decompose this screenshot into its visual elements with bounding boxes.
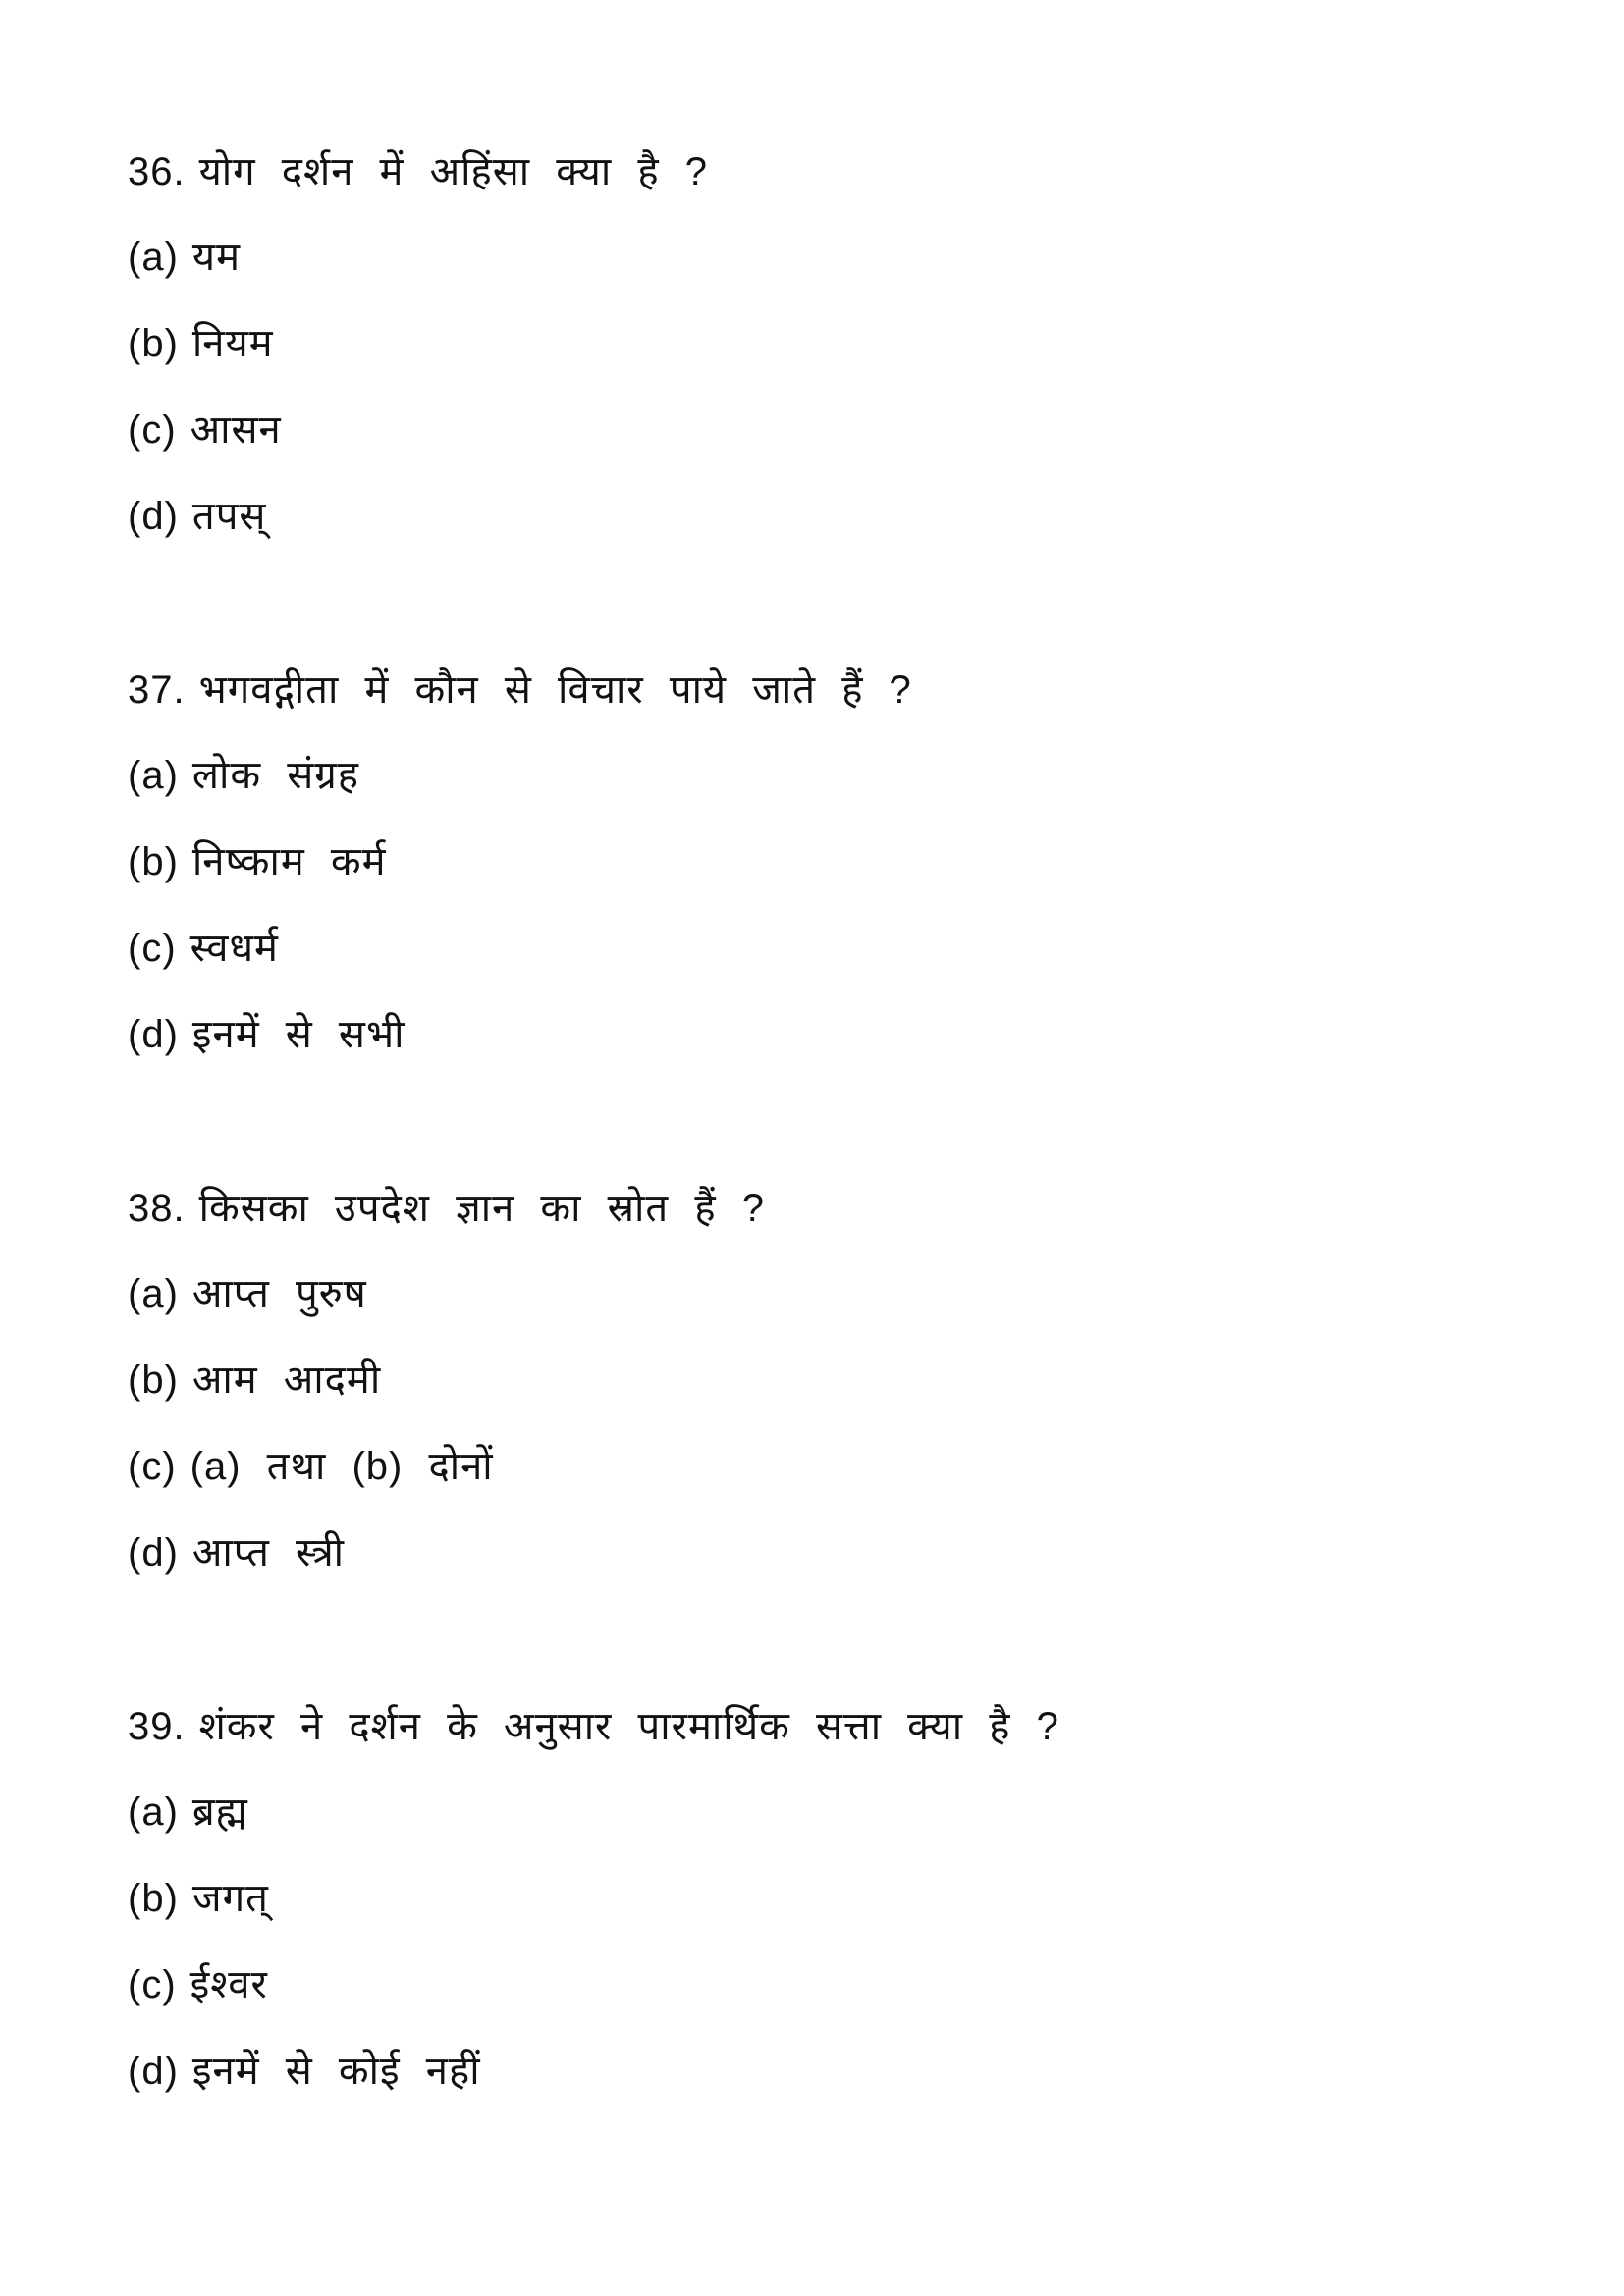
option-text: इनमें से सभी xyxy=(191,1013,406,1056)
option-label: (b) xyxy=(128,1877,179,1920)
option-b xyxy=(128,1869,269,1928)
option-label: (c) xyxy=(128,1445,177,1488)
question-number: 39. xyxy=(128,1705,186,1748)
option-label: (a) xyxy=(128,754,179,797)
option-text: तपस् xyxy=(191,495,267,538)
option-text: आसन xyxy=(189,408,282,452)
option-text: निष्काम कर्म xyxy=(191,840,387,883)
option-d xyxy=(128,1005,405,1064)
option-c xyxy=(128,400,282,459)
option-d xyxy=(128,2042,481,2101)
option-label: (c) xyxy=(128,1963,177,2006)
option-c xyxy=(128,919,279,978)
option-label: (a) xyxy=(128,1790,179,1834)
option-label: (b) xyxy=(128,1359,179,1402)
question-text: किसका उपदेश ज्ञान का स्रोत हैं ? xyxy=(198,1187,765,1230)
question-text: योग दर्शन में अहिंसा क्या है ? xyxy=(198,150,708,193)
option-label: (c) xyxy=(128,927,177,970)
option-b xyxy=(128,314,274,373)
question-text-line xyxy=(128,661,912,720)
option-text: आम आदमी xyxy=(191,1359,382,1402)
option-label: (a) xyxy=(128,1272,179,1315)
question-text-line xyxy=(128,142,708,201)
option-label: (a) xyxy=(128,236,179,279)
question-text-line xyxy=(128,1697,1059,1756)
question-number: 36. xyxy=(128,150,186,193)
option-label: (d) xyxy=(128,2050,179,2093)
question-text: भगवद्गीता में कौन से विचार पाये जाते हैं ? xyxy=(198,668,912,712)
option-text: यम xyxy=(191,236,242,279)
option-d xyxy=(128,1523,345,1582)
question-text-line xyxy=(128,1179,765,1238)
option-text: आप्त पुरुष xyxy=(191,1272,367,1315)
option-label: (b) xyxy=(128,840,179,883)
option-label: (d) xyxy=(128,495,179,538)
option-label: (c) xyxy=(128,408,177,452)
option-text: ब्रह्म xyxy=(191,1790,248,1834)
option-label: (d) xyxy=(128,1531,179,1575)
option-c xyxy=(128,1437,494,1496)
question-text: शंकर ने दर्शन के अनुसार पारमार्थिक सत्ता क्या है ? xyxy=(198,1705,1059,1748)
option-text: नियम xyxy=(191,322,274,365)
option-a xyxy=(128,1783,248,1842)
question-number: 38. xyxy=(128,1187,186,1230)
option-a xyxy=(128,746,359,805)
option-text: लोक संग्रह xyxy=(191,754,360,797)
option-text: स्वधर्म xyxy=(189,927,279,970)
option-a xyxy=(128,1264,367,1323)
option-text: जगत् xyxy=(191,1877,269,1920)
option-label: (d) xyxy=(128,1013,179,1056)
option-d xyxy=(128,487,266,546)
option-label: (b) xyxy=(128,322,179,365)
option-a xyxy=(128,228,241,287)
option-text: ईश्वर xyxy=(189,1963,268,2006)
option-b xyxy=(128,1351,381,1410)
option-c xyxy=(128,1955,268,2014)
option-text: (a) तथा (b) दोनों xyxy=(189,1445,494,1488)
option-text: इनमें से कोई नहीं xyxy=(191,2050,481,2093)
option-text: आप्त स्त्री xyxy=(191,1531,346,1575)
question-number: 37. xyxy=(128,668,186,712)
option-b xyxy=(128,832,387,891)
